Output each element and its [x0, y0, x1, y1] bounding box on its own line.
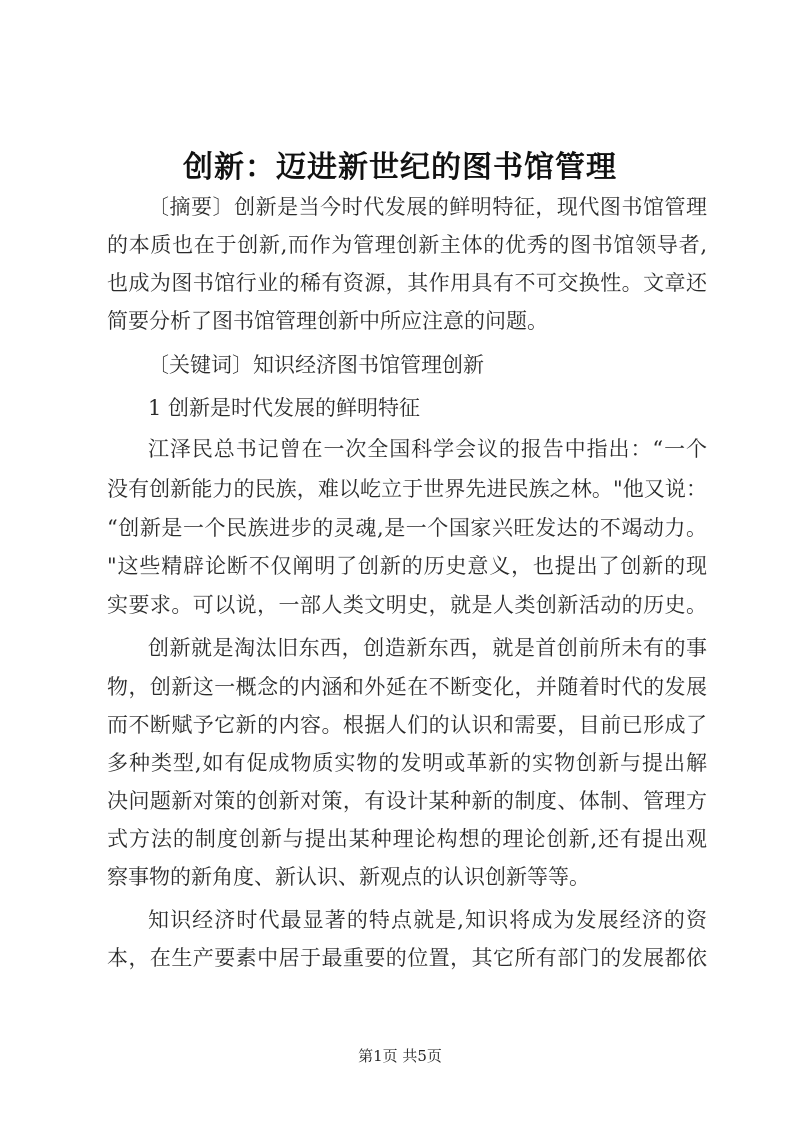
paragraph-line: "这些精辟论断不仅阐明了创新的历史意义，也提出了创新的现: [107, 554, 707, 578]
paragraph-line: 创新就是淘汰旧东西，创造新东西，就是首创前所未有的事: [148, 636, 707, 660]
paragraph-line: 没有创新能力的民族，难以屹立于世界先进民族之林。"他又说：: [107, 477, 707, 501]
page-number-footer: 第1页 共5页: [358, 1047, 442, 1065]
document-title: 创新：迈进新世纪的图书馆管理: [183, 150, 617, 185]
paragraph-line: “创新是一个民族进步的灵魂,是一个国家兴旺发达的不竭动力。: [107, 516, 707, 540]
paragraph-line: 知识经济时代最显著的特点就是,知识将成为发展经济的资: [148, 908, 707, 932]
paragraph-line: 决问题新对策的创新对策，有设计某种新的制度、体制、管理方: [107, 789, 707, 813]
paragraph-line: 江泽民总书记曾在一次全国科学会议的报告中指出：“一个: [148, 437, 707, 461]
abstract-line: 也成为图书馆行业的稀有资源，其作用具有不可交换性。文章还: [107, 271, 707, 295]
abstract-line: 简要分析了图书馆管理创新中所应注意的问题。: [107, 309, 548, 333]
abstract-line: 的本质也在于创新,而作为管理创新主体的优秀的图书馆领导者,: [107, 233, 707, 257]
abstract-line: 〔摘要〕创新是当今时代发展的鲜明特征，现代图书馆管理: [148, 195, 707, 219]
paragraph-line: 多种类型,如有促成物质实物的发明或革新的实物创新与提出解: [107, 751, 707, 775]
section-heading: 1 创新是时代发展的鲜明特征: [148, 396, 421, 420]
paragraph-line: 本，在生产要素中居于最重要的位置，其它所有部门的发展都依: [107, 946, 707, 970]
paragraph-line: 察事物的新角度、新认识、新观点的认识创新等等。: [107, 865, 590, 889]
paragraph-line: 而不断赋予它新的内容。根据人们的认识和需要，目前已形成了: [107, 713, 707, 737]
paragraph-line: 实要求。可以说，一部人类文明史，就是人类创新活动的历史。: [107, 593, 707, 617]
paragraph-line: 物，创新这一概念的内涵和外延在不断变化，并随着时代的发展: [107, 675, 707, 699]
keywords-line: 〔关键词〕知识经济图书馆管理创新: [148, 353, 484, 377]
paragraph-line: 式方法的制度创新与提出某种理论构想的理论创新,还有提出观: [107, 827, 707, 851]
